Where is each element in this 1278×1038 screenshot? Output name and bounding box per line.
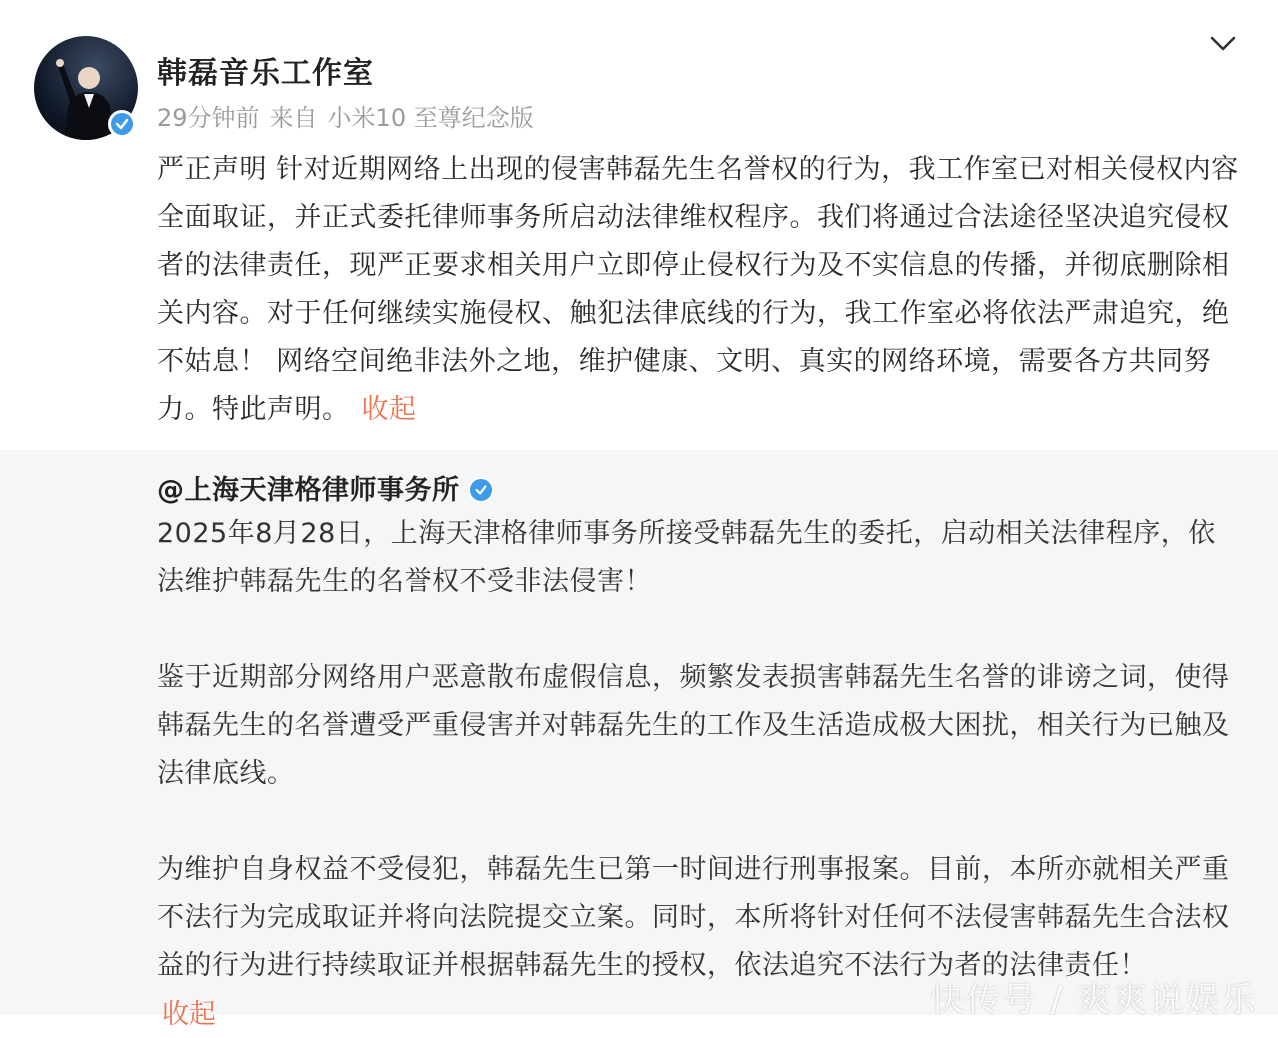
repost-body — [157, 510, 1232, 1038]
watermark: 快传号 / 爽爽说娱乐 — [930, 980, 1258, 1020]
source-device[interactable]: 小米10 至尊纪念版 — [327, 104, 534, 132]
repost-paragraph: 2025年8月28日，上海天津格律师事务所接受韩磊先生的委托，启动相关法律程序，依法维护韩磊先生的名誉权不受非法侵害！ — [157, 518, 1216, 597]
verified-badge-icon — [468, 477, 494, 503]
collapse-link[interactable]: 收起 — [361, 394, 417, 425]
post-text: 严正声明 针对近期网络上出现的侵害韩磊先生名誉权的行为，我工作室已对相关侵权内容全面取证，并正式委托律师事务所启动法律维权程序。我们将通过合法途径坚决追究侵权者的法律责任，现严正要求相关用户立即停止侵权行为及不实信息的传播，并彻底删除相关内容。对于任何继续实施侵权、触犯法律底线的行为，我工作室必将依法严肃追究，绝不姑息！ 网络空间绝非法外之地，维护健康、文明、真实的网络环境，需要各方共同努力。特此声明。 — [157, 154, 1239, 425]
chevron-down-icon[interactable] — [1207, 32, 1239, 56]
post-time[interactable]: 29分钟前 — [157, 104, 260, 132]
verified-badge-icon — [108, 110, 136, 138]
repost-collapse-link[interactable]: 收起 — [162, 999, 216, 1030]
user-name[interactable]: 韩磊音乐工作室 — [157, 56, 374, 91]
source-prefix: 来自 — [269, 104, 318, 132]
repost-paragraph: 为维护自身权益不受侵犯，韩磊先生已第一时间进行刑事报案。目前，本所亦就相关严重不法行为完成取证并将向法院提交立案。同时，本所将针对任何不法侵害韩磊先生合法权益的行为进行持续取证并根据韩磊先生的授权，依法追究不法行为者的法律责任！ — [157, 854, 1230, 981]
post-body — [157, 146, 1242, 434]
repost-author-name[interactable]: @上海天津格律师事务所 — [157, 475, 460, 506]
repost-author[interactable] — [157, 468, 494, 507]
repost-paragraph: 鉴于近期部分网络用户恶意散布虚假信息，频繁发表损害韩磊先生名誉的诽谤之词，使得韩磊先生的名誉遭受严重侵害并对韩磊先生的工作及生活造成极大困扰，相关行为已触及法律底线。 — [157, 662, 1230, 789]
post-meta — [157, 98, 544, 133]
